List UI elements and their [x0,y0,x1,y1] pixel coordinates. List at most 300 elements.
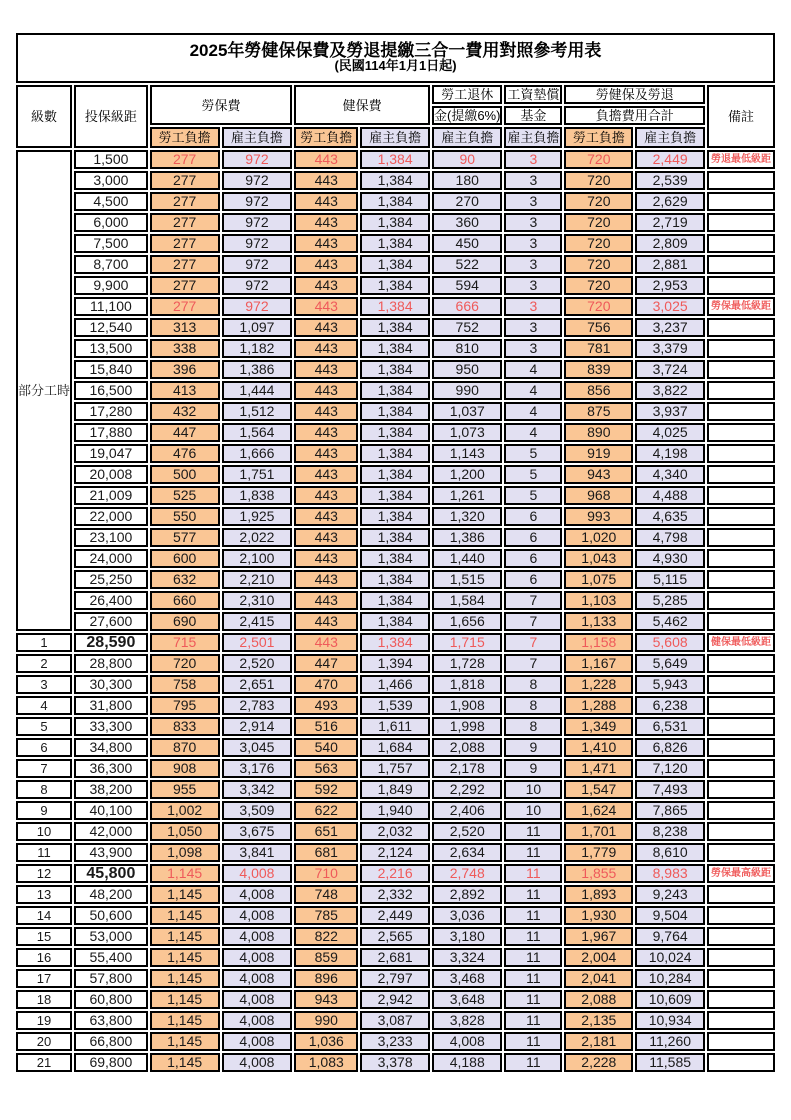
fee-cell: 1,444 [222,381,293,400]
fee-cell: 432 [150,402,220,421]
fee-cell: 1,145 [150,906,220,925]
fee-cell: 443 [294,402,358,421]
fee-cell: 5 [504,465,562,484]
fee-cell: 443 [294,318,358,337]
fee-cell: 4,008 [222,990,293,1009]
col-header-pension-line2: 金(提繳6%) [434,108,501,123]
remark-cell [707,381,775,400]
bracket-cell: 23,100 [74,528,148,547]
fee-cell: 1,471 [564,759,633,778]
fee-cell: 3,468 [432,969,502,988]
fee-cell: 7 [504,612,562,631]
bracket-cell: 57,800 [74,969,148,988]
fee-cell: 338 [150,339,220,358]
remark-cell [707,759,775,778]
fee-cell: 1,384 [360,339,430,358]
fee-cell: 3 [504,150,562,169]
bracket-cell: 6,000 [74,213,148,232]
fee-cell: 1,386 [222,360,293,379]
fee-cell: 1,930 [564,906,633,925]
table-row [16,444,775,463]
fee-cell: 2,783 [222,696,293,715]
fee-cell: 5,649 [635,654,705,673]
fee-cell: 600 [150,549,220,568]
fee-cell: 4,008 [222,1011,293,1030]
remark-cell [707,549,775,568]
table-row [16,822,775,841]
table-row [16,549,775,568]
fee-cell: 4,008 [222,1032,293,1051]
table-row [16,192,775,211]
fee-cell: 540 [294,738,358,757]
remark-cell [707,1032,775,1051]
fee-cell: 720 [564,276,633,295]
fee-cell: 6 [504,570,562,589]
fee-cell: 11 [504,948,562,967]
fee-cell: 10 [504,780,562,799]
bracket-cell: 66,800 [74,1032,148,1051]
fee-cell: 1,145 [150,990,220,1009]
fee-cell: 972 [222,171,293,190]
bracket-cell: 9,900 [74,276,148,295]
bracket-cell: 8,700 [74,255,148,274]
remark-cell [707,780,775,799]
fee-cell: 4,008 [222,885,293,904]
fee-cell: 3,648 [432,990,502,1009]
table-row [16,465,775,484]
fee-cell: 1,037 [432,402,502,421]
fee-cell: 1,145 [150,927,220,946]
fee-cell: 550 [150,507,220,526]
level-cell: 12 [16,864,72,883]
fee-cell: 3,937 [635,402,705,421]
fee-cell: 443 [294,192,358,211]
bracket-cell: 48,200 [74,885,148,904]
fee-cell: 2,032 [360,822,430,841]
remark-cell [707,444,775,463]
fee-cell: 443 [294,381,358,400]
fee-cell: 990 [294,1011,358,1030]
table-row [16,570,775,589]
table-row [16,528,775,547]
level-cell: 14 [16,906,72,925]
fee-cell: 2,520 [432,822,502,841]
fee-cell: 1,656 [432,612,502,631]
fee-cell: 1,145 [150,1053,220,1072]
fee-cell: 3,509 [222,801,293,820]
fee-cell: 4 [504,360,562,379]
col-header-total-line1: 勞健保及勞退 [564,85,705,104]
fee-cell: 990 [432,381,502,400]
fee-cell: 6,238 [635,696,705,715]
fee-cell: 443 [294,360,358,379]
fee-cell: 443 [294,465,358,484]
fee-cell: 4,198 [635,444,705,463]
fee-cell: 1,288 [564,696,633,715]
fee-cell: 277 [150,213,220,232]
fee-cell: 443 [294,612,358,631]
fee-cell: 968 [564,486,633,505]
bracket-cell: 11,100 [74,297,148,316]
level-cell: 4 [16,696,72,715]
fee-cell: 870 [150,738,220,757]
fee-cell: 3 [504,171,562,190]
fee-cell: 1,384 [360,507,430,526]
bracket-cell: 1,500 [74,150,148,169]
fee-cell: 2,022 [222,528,293,547]
remark-cell [707,948,775,967]
table-row [16,276,775,295]
subheader-fund-employer: 雇主負擔 [504,127,562,148]
fee-cell: 443 [294,423,358,442]
remark-cell: 勞退最低級距 [707,150,775,169]
fee-cell: 6 [504,549,562,568]
fee-cell: 7 [504,654,562,673]
fee-cell: 443 [294,255,358,274]
fee-cell: 2,809 [635,234,705,253]
page-title: 2025年勞健保保費及勞退提繳三合一費用對照參考用表 [189,41,602,60]
fee-cell: 720 [150,654,220,673]
subheader-pension-employer: 雇主負擔 [432,127,502,148]
fee-cell: 1,020 [564,528,633,547]
fee-cell: 3,036 [432,906,502,925]
fee-cell: 1,564 [222,423,293,442]
fee-cell: 1,349 [564,717,633,736]
remark-cell [707,360,775,379]
fee-cell: 681 [294,843,358,862]
fee-cell: 11 [504,843,562,862]
fee-cell: 1,440 [432,549,502,568]
fee-cell: 2,178 [432,759,502,778]
fee-cell: 11 [504,969,562,988]
fee-cell: 2,228 [564,1053,633,1072]
fee-cell: 522 [432,255,502,274]
fee-cell: 1,261 [432,486,502,505]
level-cell: 18 [16,990,72,1009]
bracket-cell: 19,047 [74,444,148,463]
remark-cell [707,654,775,673]
fee-cell: 1,547 [564,780,633,799]
fee-cell: 972 [222,192,293,211]
fee-cell: 1,143 [432,444,502,463]
fee-cell: 9,243 [635,885,705,904]
remark-cell [707,1053,775,1072]
fee-cell: 1,182 [222,339,293,358]
fee-cell: 277 [150,192,220,211]
fee-cell: 890 [564,423,633,442]
remark-cell [707,171,775,190]
fee-cell: 3,237 [635,318,705,337]
table-row [16,717,775,736]
bracket-cell: 69,800 [74,1053,148,1072]
bracket-cell: 31,800 [74,696,148,715]
fee-cell: 4,635 [635,507,705,526]
table-row [16,360,775,379]
col-header-health-insurance: 健保費 [294,85,430,125]
table-row [16,591,775,610]
fee-cell: 875 [564,402,633,421]
remark-cell [707,990,775,1009]
fee-cell: 443 [294,549,358,568]
fee-cell: 1,145 [150,885,220,904]
fee-cell: 1,036 [294,1032,358,1051]
fee-cell: 752 [432,318,502,337]
fee-cell: 2,088 [564,990,633,1009]
fee-cell: 1,384 [360,570,430,589]
fee-cell: 1,083 [294,1053,358,1072]
table-row [16,696,775,715]
fee-cell: 1,384 [360,171,430,190]
fee-cell: 1,384 [360,528,430,547]
fee-cell: 3 [504,255,562,274]
fee-cell: 3,233 [360,1032,430,1051]
bracket-cell: 24,000 [74,549,148,568]
remark-cell [707,675,775,694]
fee-cell: 1,384 [360,612,430,631]
bracket-cell: 12,540 [74,318,148,337]
fee-cell: 2,719 [635,213,705,232]
fee-cell: 1,666 [222,444,293,463]
bracket-cell: 21,009 [74,486,148,505]
bracket-cell: 50,600 [74,906,148,925]
fee-cell: 1,757 [360,759,430,778]
fee-cell: 11 [504,927,562,946]
fee-cell: 594 [432,276,502,295]
fee-cell: 2,210 [222,570,293,589]
fee-cell: 10,024 [635,948,705,967]
remark-cell [707,696,775,715]
fee-cell: 516 [294,717,358,736]
fee-cell: 2,004 [564,948,633,967]
fee-cell: 2,942 [360,990,430,1009]
fee-cell: 2,310 [222,591,293,610]
remark-cell: 健保最低級距 [707,633,775,652]
fee-cell: 2,881 [635,255,705,274]
fee-cell: 720 [564,192,633,211]
table-row [16,423,775,442]
fee-cell: 859 [294,948,358,967]
fee-cell: 11,585 [635,1053,705,1072]
fee-cell: 1,145 [150,1032,220,1051]
part-time-merged-cell: 部分工時 [16,150,72,631]
page-subtitle: (民國114年1月1日起) [334,58,457,73]
fee-cell: 1,200 [432,465,502,484]
fee-cell: 4,798 [635,528,705,547]
table-row [16,255,775,274]
fee-cell: 720 [564,234,633,253]
fee-cell: 4,188 [432,1053,502,1072]
fee-cell: 2,539 [635,171,705,190]
fee-cell: 5,285 [635,591,705,610]
table-row [16,297,775,316]
fee-cell: 476 [150,444,220,463]
table-row [16,948,775,967]
bracket-cell: 4,500 [74,192,148,211]
fee-cell: 3 [504,339,562,358]
table-row [16,927,775,946]
fee-cell: 6 [504,507,562,526]
fee-cell: 2,041 [564,969,633,988]
bracket-cell: 22,000 [74,507,148,526]
fee-cell: 9,504 [635,906,705,925]
fee-cell: 3,378 [360,1053,430,1072]
fee-cell: 2,651 [222,675,293,694]
fee-cell: 7,493 [635,780,705,799]
remark-cell [707,591,775,610]
table-row [16,486,775,505]
table-row [16,759,775,778]
bracket-cell: 20,008 [74,465,148,484]
fee-cell: 1,386 [432,528,502,547]
fee-cell: 10,609 [635,990,705,1009]
header-row-1 [16,85,775,104]
bracket-cell: 36,300 [74,759,148,778]
fee-cell: 839 [564,360,633,379]
fee-cell: 1,002 [150,801,220,820]
level-cell: 7 [16,759,72,778]
fee-cell: 7,120 [635,759,705,778]
fee-cell: 11 [504,822,562,841]
fee-cell: 1,539 [360,696,430,715]
fee-cell: 563 [294,759,358,778]
fee-cell: 856 [564,381,633,400]
fee-cell: 2,953 [635,276,705,295]
premium-table [14,31,777,1074]
level-cell: 15 [16,927,72,946]
fee-cell: 443 [294,507,358,526]
fee-cell: 2,135 [564,1011,633,1030]
fee-cell: 4,008 [222,864,293,883]
fee-cell: 592 [294,780,358,799]
fee-cell: 7 [504,591,562,610]
fee-cell: 781 [564,339,633,358]
fee-cell: 2,914 [222,717,293,736]
fee-cell: 943 [564,465,633,484]
fee-cell: 2,124 [360,843,430,862]
fee-cell: 3,087 [360,1011,430,1030]
fee-cell: 833 [150,717,220,736]
fee-cell: 2,892 [432,885,502,904]
fee-cell: 1,818 [432,675,502,694]
remark-cell [707,822,775,841]
fee-cell: 1,158 [564,633,633,652]
fee-cell: 1,925 [222,507,293,526]
fee-cell: 313 [150,318,220,337]
remark-cell [707,528,775,547]
level-cell: 19 [16,1011,72,1030]
fee-cell: 4,008 [222,906,293,925]
fee-cell: 972 [222,297,293,316]
fee-cell: 756 [564,318,633,337]
table-title [16,33,775,83]
fee-cell: 993 [564,507,633,526]
fee-cell: 7 [504,633,562,652]
fee-cell: 2,449 [360,906,430,925]
level-cell: 8 [16,780,72,799]
fee-cell: 4,008 [222,948,293,967]
fee-cell: 1,384 [360,255,430,274]
fee-cell: 720 [564,297,633,316]
fee-cell: 2,748 [432,864,502,883]
fee-cell: 1,855 [564,864,633,883]
col-header-labor-insurance: 勞保費 [150,85,293,125]
fee-cell: 1,103 [564,591,633,610]
fee-cell: 277 [150,171,220,190]
remark-cell [707,612,775,631]
fee-cell: 1,728 [432,654,502,673]
fee-cell: 1,133 [564,612,633,631]
level-cell: 10 [16,822,72,841]
fee-cell: 8 [504,696,562,715]
bracket-cell: 15,840 [74,360,148,379]
fee-cell: 5,115 [635,570,705,589]
fee-cell: 955 [150,780,220,799]
fee-cell: 1,715 [432,633,502,652]
level-cell: 20 [16,1032,72,1051]
table-row [16,990,775,1009]
table-row [16,150,775,169]
fee-cell: 11 [504,1053,562,1072]
fee-cell: 413 [150,381,220,400]
fee-cell: 180 [432,171,502,190]
remark-cell: 勞保最高級距 [707,864,775,883]
bracket-cell: 60,800 [74,990,148,1009]
fee-cell: 493 [294,696,358,715]
fee-cell: 277 [150,297,220,316]
level-cell: 3 [16,675,72,694]
remark-cell [707,717,775,736]
remark-cell [707,423,775,442]
fee-cell: 1,584 [432,591,502,610]
fee-cell: 1,384 [360,486,430,505]
fee-cell: 9 [504,759,562,778]
fee-cell: 795 [150,696,220,715]
remark-cell [707,402,775,421]
table-row [16,969,775,988]
fee-cell: 810 [432,339,502,358]
fee-cell: 3,324 [432,948,502,967]
fee-cell: 1,751 [222,465,293,484]
remark-cell [707,234,775,253]
remark-cell [707,255,775,274]
fee-cell: 4,008 [432,1032,502,1051]
fee-cell: 277 [150,234,220,253]
fee-cell: 6,531 [635,717,705,736]
fee-cell: 9 [504,738,562,757]
fee-cell: 1,466 [360,675,430,694]
table-row [16,1011,775,1030]
table-row [16,318,775,337]
table-row [16,843,775,862]
fee-cell: 1,684 [360,738,430,757]
fee-cell: 2,629 [635,192,705,211]
fee-cell: 7,865 [635,801,705,820]
remark-cell [707,507,775,526]
fee-cell: 3,379 [635,339,705,358]
fee-cell: 4 [504,402,562,421]
fee-cell: 3 [504,276,562,295]
fee-cell: 3,176 [222,759,293,778]
fee-cell: 2,181 [564,1032,633,1051]
table-body [16,150,775,1072]
remark-cell [707,276,775,295]
fee-cell: 1,384 [360,423,430,442]
subheader-total-employee: 勞工負擔 [564,127,633,148]
level-cell: 5 [16,717,72,736]
fee-cell: 10,284 [635,969,705,988]
bracket-cell: 38,200 [74,780,148,799]
level-cell: 6 [16,738,72,757]
